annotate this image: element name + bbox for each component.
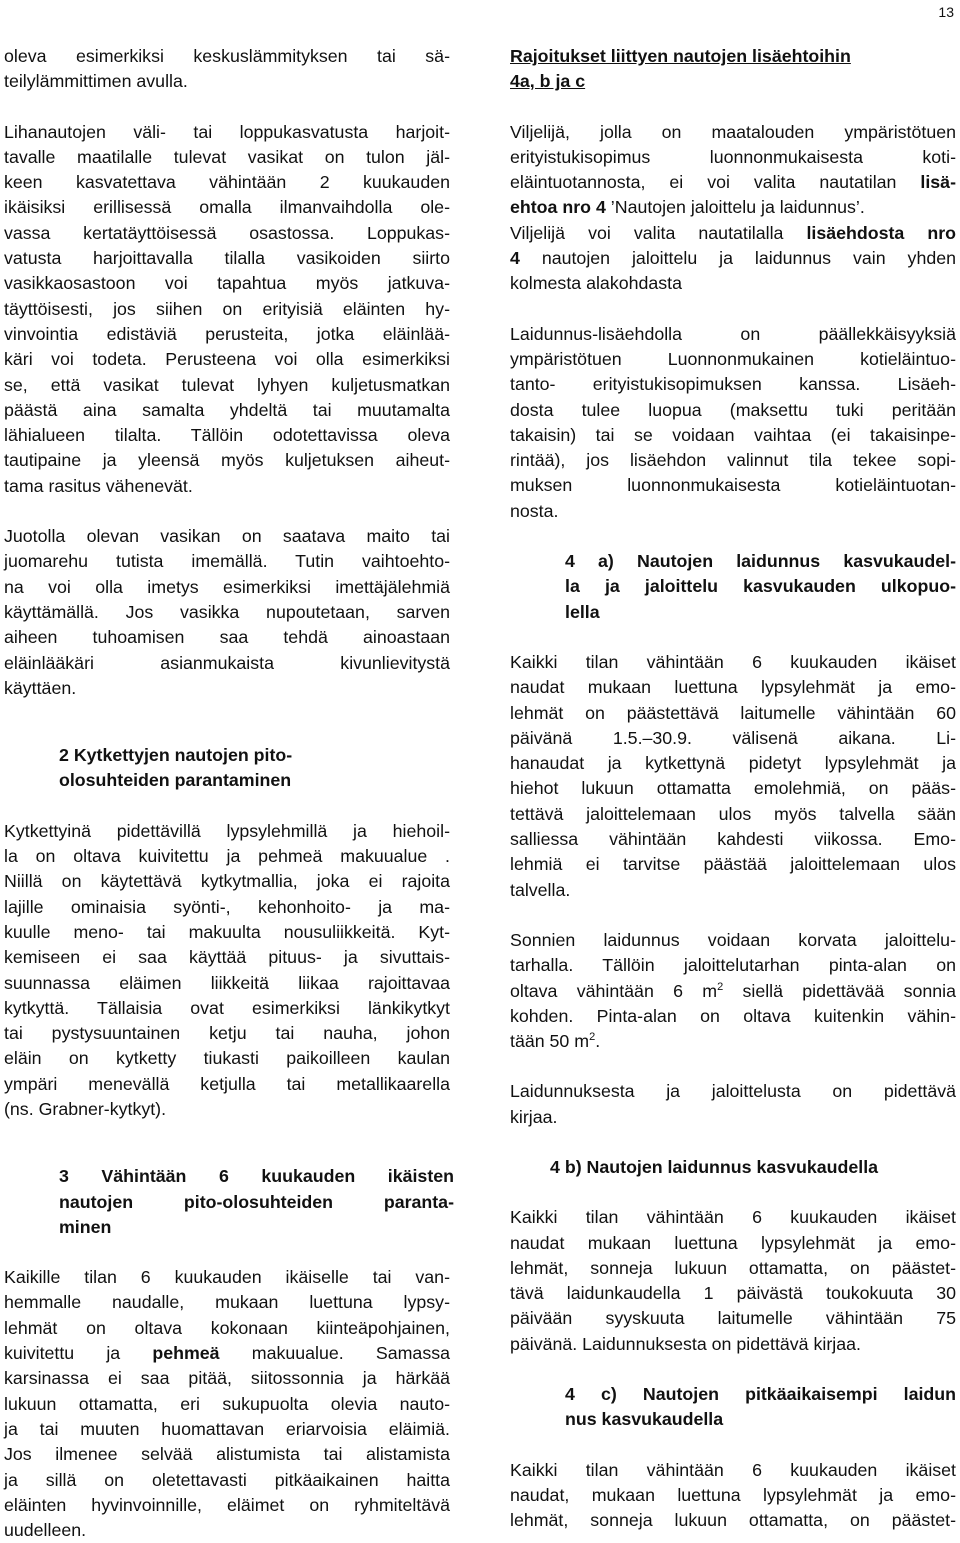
- text-run: makuualue. Samassa: [219, 1343, 450, 1364]
- text-line: hemmalle naudalle, mukaan luettuna lypsy-: [4, 1292, 450, 1313]
- bold-text: lisä-: [920, 172, 956, 193]
- text-line: tama rasitus vähenevät.: [4, 475, 193, 496]
- text-line: eläin on kytketty tiukasti paikoilleen kaulan: [4, 1048, 450, 1069]
- page-number: 13: [938, 4, 954, 20]
- text-line: erityistukisopimus luonnonmukaisesta koti-: [510, 146, 956, 167]
- text-line: naudat mukaan luettuna lypsylehmät ja emo-: [510, 1232, 956, 1253]
- text-line: päästä aina samalta yhdeltä tai muutamalta: [4, 399, 450, 420]
- text-line: tavalle maatilalle tulevat vasikat on tulon jäl-: [4, 146, 450, 167]
- text-line: hanaudat ja kytkettynä pidetyt lypsylehmät ja: [510, 753, 956, 774]
- text-line: tanto- erityistukisopimuksen kanssa. Lisäeh-: [510, 374, 956, 395]
- text-line: vasikkaosastoon voi tapahtua myös jatkuva-: [4, 273, 450, 294]
- paragraph: [4, 524, 450, 701]
- text-line: talvella.: [510, 879, 571, 900]
- text-line: se, että vasikat tulevat lyhyen kuljetusmatkan: [4, 374, 450, 395]
- text-line: Laidunnus-lisäehdolla on päällekkäisyyksiä: [510, 323, 956, 344]
- heading-line: Rajoitukset liittyen nautojen lisäehtoihin: [510, 46, 851, 66]
- section-heading-2: [4, 743, 359, 794]
- heading-line: 3 Vähintään 6 kuukauden ikäisten: [59, 1166, 454, 1187]
- text-line: Sonnien laidunnus voidaan korvata jaloittelu-: [510, 929, 956, 950]
- heading-line: 2 Kytkettyjen nautojen pito-: [59, 745, 293, 766]
- heading-line: 4 c) Nautojen pitkäaikaisempi laidun: [565, 1384, 956, 1405]
- text-line: nosta.: [510, 500, 559, 521]
- heading-line: 4 b) Nautojen laidunnus kasvukaudella: [550, 1156, 879, 1177]
- bold-text: 4: [510, 248, 520, 269]
- text-line: päivänä. Laidunnuksesta on pidettävä kirjaa.: [510, 1333, 861, 1354]
- text-run: kuivitettu ja: [4, 1343, 153, 1364]
- text-line: lehmät on päästettävä laitumelle vähintään 60: [510, 702, 956, 723]
- text-run: eläintuotannosta, ei voi valita nautatilan: [510, 172, 921, 193]
- text-line: päivään syyskuuta laitumelle vähintään 75: [510, 1308, 956, 1329]
- text-line: [510, 1029, 956, 1054]
- text-line: takaisin) tai se voidaan vaihtaa (ei takaisinpe-: [510, 424, 956, 445]
- paragraph: [4, 44, 450, 95]
- text-line: ja tai muuten huomattavan eriarvoisia eläimiä.: [4, 1418, 450, 1439]
- text-line: tettävä jaloittelemaan ulos myös talvella sään: [510, 803, 956, 824]
- text-line: kohden. Pinta-alan on oltava kuitenkin vähin-: [510, 1005, 956, 1026]
- text-line: lehmiä ei tarvitse päästää jaloittelemaan ulos: [510, 854, 956, 875]
- text-line: dosta tulee luopua (maksettu tuki peritään: [510, 399, 956, 420]
- text-line: lehmät, sonneja lukuun ottamatta, on päästet-: [510, 1510, 956, 1531]
- text-line: käri voi todeta. Perusteena voi olla esimerkiksi: [4, 349, 450, 370]
- text-line: kemiseen ei saa käyttää pituus- ja sivuttais-: [4, 947, 450, 968]
- paragraph: [4, 120, 450, 499]
- text-line: ikäisiksi erillisessä omalla ilmanvaihdolla ole-: [4, 197, 450, 218]
- heading-line: lella: [565, 601, 600, 622]
- text-line: eläinlääkäri asianmukaista kivunlievitystä: [4, 652, 450, 673]
- text-line: Kytkettyinä pidettävillä lypsylehmillä ja hiehoil-: [4, 820, 450, 841]
- superscript: 2: [589, 1031, 596, 1044]
- text-line: Laidunnuksesta ja jaloittelusta on pidettävä: [510, 1081, 956, 1102]
- text-line: lähialueen tilalta. Tällöin odotettavissa oleva: [4, 425, 450, 446]
- heading-line: nus kasvukaudella: [565, 1409, 724, 1430]
- section-heading-4b: [510, 1155, 960, 1180]
- text-line: rintää), jos lisäehdon valinnut tila tekee sopi-: [510, 450, 956, 471]
- text-line: [510, 979, 956, 1004]
- text-line: Kaikki tilan vähintään 6 kuukauden ikäiset: [510, 651, 956, 672]
- text-line: salliessa vähintään kahdesti viikossa. Emo-: [510, 829, 956, 850]
- paragraph: [510, 120, 956, 297]
- section-heading-3: [4, 1164, 454, 1240]
- section-heading-4a: [510, 549, 956, 625]
- text-line: [510, 195, 956, 220]
- text-line: keen kasvatettava vähintään 2 kuukauden: [4, 172, 450, 193]
- bold-text: ehtoa nro 4: [510, 197, 606, 218]
- text-run: ’Nautojen jaloittelu ja laidunnus’.: [605, 197, 865, 218]
- text-line: eläinten hyvinvoinnille, eläimet on ryhmiteltävä: [4, 1494, 450, 1515]
- text-line: kirjaa.: [510, 1106, 558, 1127]
- text-line: [510, 221, 956, 246]
- text-line: (ns. Grabner-kytkyt).: [4, 1098, 167, 1119]
- heading-line: olosuhteiden parantaminen: [59, 770, 292, 791]
- text-line: tautipaine ja yleensä myös kuljetuksen aiheut-: [4, 450, 450, 471]
- paragraph: [510, 1205, 956, 1357]
- text-line: ympäri menevällä ketjulla tai metallikaarella: [4, 1073, 450, 1094]
- text-line: kolmesta alakohdasta: [510, 273, 682, 294]
- text-line: hiehot lukuun ottamatta emolehmiä, on pääs-: [510, 778, 956, 799]
- text-line: lajille ominaisia syönti-, kehonhoito- ja ma-: [4, 896, 450, 917]
- text-line: Jos ilmenee selvää alistumista tai alistamista: [4, 1444, 450, 1465]
- text-line: [510, 170, 956, 195]
- text-line: Juotolla olevan vasikan on saatava maito tai: [4, 526, 450, 547]
- text-line: päivänä 1.5.–30.9. välisenä aikana. Li-: [510, 727, 956, 748]
- text-line: naudat, mukaan luettuna lypsylehmät ja emo-: [510, 1484, 956, 1505]
- text-run: .: [595, 1031, 601, 1052]
- heading-line: nautojen pito-olosuhteiden paranta-: [59, 1191, 454, 1212]
- text-line: Niillä on käytettävä kytkytmallia, joka ei rajoita: [4, 871, 450, 892]
- text-line: Kaikki tilan vähintään 6 kuukauden ikäiset: [510, 1459, 956, 1480]
- paragraph: [510, 928, 956, 1054]
- paragraph: [510, 1079, 956, 1130]
- text-line: tai pystysuuntainen ketju tai nauha, johon: [4, 1023, 450, 1044]
- text-line: täyttöisesti, jos siihen on erityisiä eläinten hy-: [4, 298, 450, 319]
- text-line: oleva esimerkiksi keskuslämmityksen tai sä-: [4, 46, 450, 66]
- text-line: na voi olla imetys esimerkiksi imettäjälehmiä: [4, 576, 450, 597]
- text-line: kuulle meno- tai makuulta nousuliikkeitä. Kyt-: [4, 921, 450, 942]
- text-line: naudat mukaan luettuna lypsylehmät ja emo-: [510, 677, 956, 698]
- text-line: käyttäen.: [4, 677, 77, 698]
- paragraph: [510, 322, 956, 524]
- text-run: nautojen jaloittelu ja laidunnus vain yhden: [519, 248, 956, 269]
- paragraph: [510, 650, 956, 903]
- paragraph: [4, 819, 450, 1123]
- text-line: Viljelijä, jolla on maatalouden ympäristötuen: [510, 121, 956, 142]
- bold-text: pehmeä: [152, 1343, 220, 1364]
- text-line: [510, 246, 956, 271]
- text-line: suunnassa eläimen liikkeitä liikaa rajoittavaa: [4, 972, 450, 993]
- text-line: teilylämmittimen avulla.: [4, 71, 188, 92]
- text-line: käyttämällä. Jos vasikka nupoutetaan, sarven: [4, 601, 450, 622]
- restrictions-heading: [510, 44, 956, 95]
- right-column: [510, 44, 956, 1534]
- text-line: uudelleen.: [4, 1520, 87, 1541]
- text-line: aiheen tuhoamisen saa tehdä ainoastaan: [4, 627, 450, 648]
- text-line: [4, 1341, 450, 1366]
- text-line: vatusta harjoittavalla tilalla vasikoiden siirto: [4, 248, 450, 269]
- heading-line: 4a, b ja c: [510, 71, 586, 92]
- text-line: muksen luonnonmukaisesta kotieläintuotan-: [510, 475, 956, 496]
- text-line: ympäristötuen Luonnonmukainen kotieläintuo-: [510, 348, 956, 369]
- section-heading-4c: [510, 1382, 956, 1433]
- text-run: tään 50 m: [510, 1031, 590, 1052]
- text-line: la on oltava kuivitettu ja pehmeä makuualue .: [4, 846, 450, 867]
- heading-line: 4 a) Nautojen laidunnus kasvukaudel-: [565, 551, 956, 572]
- text-line: tarhalla. Tällöin jaloittelutarhan pinta-alan on: [510, 955, 956, 976]
- text-run: oltava vähintään 6 m: [510, 980, 718, 1001]
- text-run: Viljelijä voi valita nautatilalla: [510, 222, 807, 243]
- text-line: lehmät on oltava kokonaan kiinteäpohjainen,: [4, 1317, 450, 1338]
- text-line: kytkyttä. Tällaisia ovat esimerkiksi länkikytkyt: [4, 997, 450, 1018]
- text-line: Kaikille tilan 6 kuukauden ikäiselle tai van-: [4, 1267, 450, 1288]
- text-line: lehmät, sonneja lukuun ottamatta, on päästet-: [510, 1257, 956, 1278]
- text-line: Lihanautojen väli- tai loppukasvatusta harjoit-: [4, 121, 450, 142]
- text-line: vinvointia edistäviä perusteita, jotka eläinlää-: [4, 323, 450, 344]
- text-line: lukuun ottamatta, eri sukupuolta olevia nauto-: [4, 1393, 450, 1414]
- left-column: [4, 44, 454, 1543]
- paragraph: [4, 1265, 450, 1543]
- heading-line: la ja jaloittelu kasvukauden ulkopuo-: [565, 576, 956, 597]
- heading-line: minen: [59, 1216, 112, 1237]
- text-line: tävä laidunkaudella 1 päivästä toukokuuta 30: [510, 1283, 956, 1304]
- text-line: ja sillä on oletettavasti pitkäaikainen haitta: [4, 1469, 450, 1490]
- superscript: 2: [717, 980, 724, 993]
- paragraph: [510, 1458, 956, 1534]
- text-line: vassa kertatäyttöisessä osastossa. Loppukas-: [4, 222, 450, 243]
- text-run: siellä pidettävää sonnia: [723, 980, 956, 1001]
- text-line: karsinassa ei saa pitää, siitossonnia ja härkää: [4, 1368, 450, 1389]
- text-line: juomarehu tutista imemällä. Tutin vaihtoehto-: [4, 551, 450, 572]
- text-line: Kaikki tilan vähintään 6 kuukauden ikäiset: [510, 1207, 956, 1228]
- bold-text: lisäehdosta nro: [806, 222, 956, 243]
